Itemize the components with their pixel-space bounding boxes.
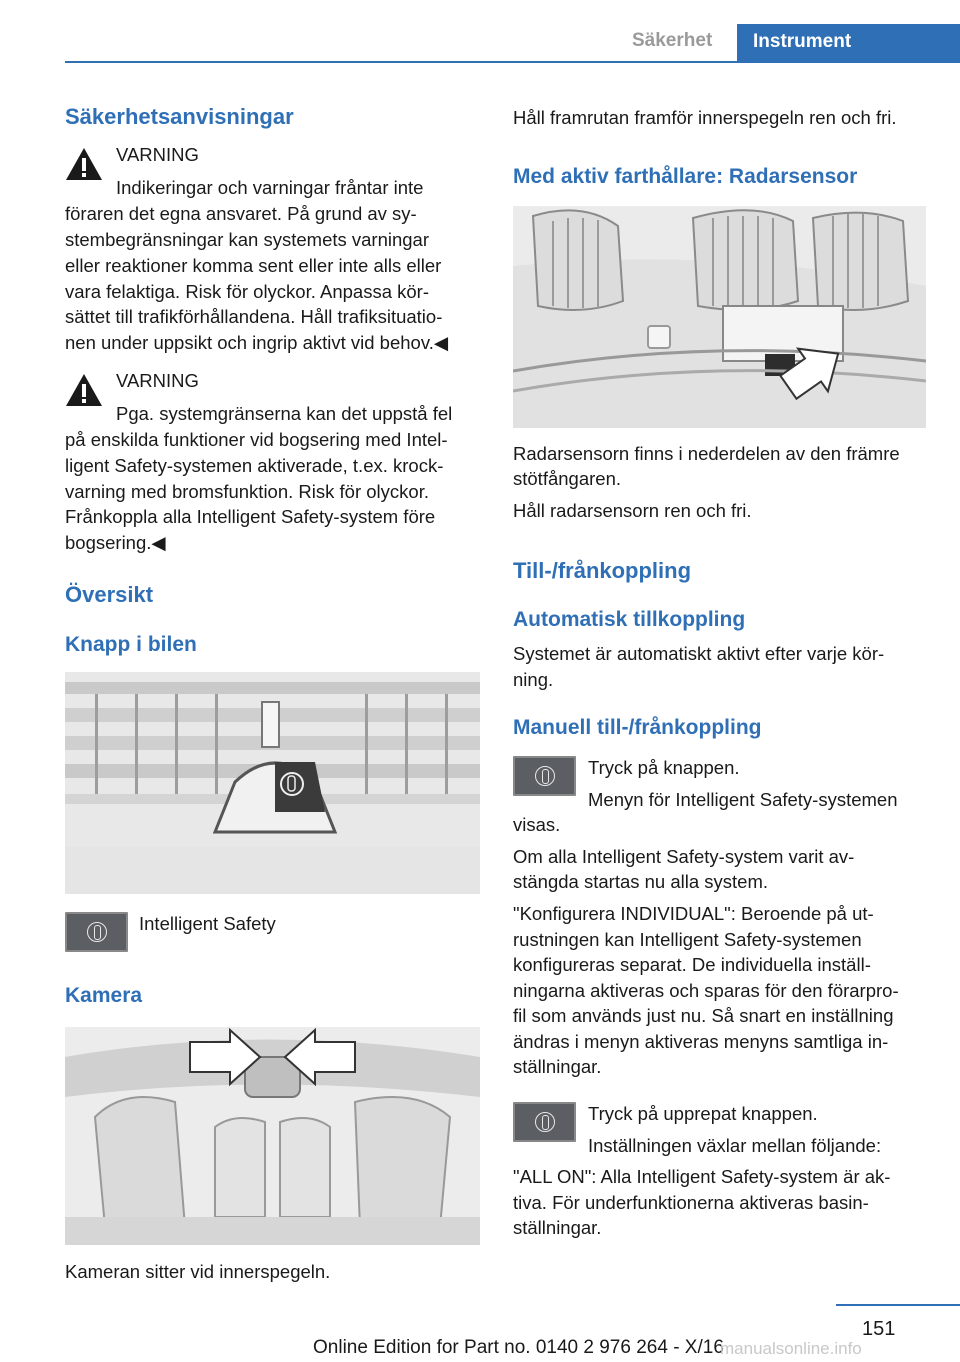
warning2-line: Pga. systemgränserna kan det uppstå fel	[116, 403, 453, 424]
radar-sensor-heading: Med aktiv farthållare: Radarsensor	[513, 165, 858, 188]
config-text-line: fil som används just nu. Så snart en inställning	[513, 1005, 894, 1026]
header-active-tab: Instrument	[737, 24, 960, 62]
radar-text-line: Radarsensorn finns i nederdelen av den främre	[513, 443, 900, 464]
all-on-text-line: ställningar.	[513, 1217, 602, 1238]
on-off-heading: Till-/frånkoppling	[513, 558, 692, 583]
warning1-line: Indikeringar och varningar fråntar inte	[116, 177, 424, 198]
all-on-text-line: tiva. För underfunktionerna aktiveras basin‐	[513, 1192, 869, 1213]
manual-text-line: Om alla Intelligent Safety-system varit av‐	[513, 846, 855, 867]
warning1-line: nen under uppsikt och ingrip aktivt vid behov.◀	[65, 332, 449, 353]
warning1-line: eller reaktioner komma sent eller inte alls eller	[65, 255, 442, 276]
intelligent-safety-caption: Intelligent Safety	[139, 913, 276, 934]
camera-image	[65, 1027, 480, 1245]
manual-text-line: stängda startas nu alla system.	[513, 871, 769, 892]
warning1-label: VARNING	[116, 144, 199, 165]
warning-icon	[64, 146, 104, 182]
car-button-image	[65, 672, 480, 894]
automatic-on-text: ning.	[513, 669, 554, 690]
config-text-line: rustningen kan Intelligent Safety-systemen	[513, 929, 862, 950]
config-text-line: "Konfigurera INDIVIDUAL": Beroende på ut‐	[513, 903, 874, 924]
button-in-car-heading: Knapp i bilen	[65, 633, 197, 656]
manual-step: Menyn för Intelligent Safety-systemen	[588, 789, 898, 810]
watermark: manualsonline.info	[720, 1339, 862, 1358]
safety-instructions-heading: Säkerhetsanvisningar	[65, 104, 294, 129]
warning1-line: sättet till trafikförhållandena. Håll trafiksituatio‐	[65, 306, 443, 327]
overview-heading: Översikt	[65, 582, 154, 607]
warning2-label: VARNING	[116, 370, 199, 391]
camera-caption: Kameran sitter vid innerspegeln.	[65, 1261, 331, 1282]
camera-heading: Kamera	[65, 984, 143, 1007]
warning2-line: på enskilda funktioner vid bogsering med Intel‐	[65, 429, 448, 450]
warning2-line: varning med bromsfunktion. Risk för olyckor.	[65, 481, 429, 502]
edition-note: Online Edition for Part no. 0140 2 976 264 - X/16	[313, 1337, 724, 1358]
warning2-line: Frånkoppla alla Intelligent Safety-system före	[65, 506, 436, 527]
warning1-line: stembegränsningar kan systemets varningar	[65, 229, 430, 250]
intelligent-safety-button-icon	[513, 756, 576, 796]
radar-text-line: stötfångaren.	[513, 468, 621, 489]
warning2-line: ligent Safety-systemen aktiverade, t.ex. krock‐	[65, 455, 444, 476]
intelligent-safety-button-icon	[513, 1102, 576, 1142]
manual-step: Tryck på knappen.	[588, 757, 740, 778]
automatic-on-text: Systemet är automatiskt aktivt efter varje kör‐	[513, 643, 885, 664]
manual-on-off-heading: Manuell till-/frånkoppling	[513, 716, 762, 739]
all-on-text-line: "ALL ON": Alla Intelligent Safety-system är ak‐	[513, 1166, 891, 1187]
warning1-line: vara felaktiga. Risk för olyckor. Anpassa kör‐	[65, 281, 429, 302]
config-text-line: ändras i menyn aktiveras menyns samtliga in‐	[513, 1031, 889, 1052]
automatic-on-heading: Automatisk tillkoppling	[513, 608, 746, 631]
warning-icon	[64, 372, 104, 408]
header-rule	[65, 61, 960, 63]
header-section-tab: Säkerhet	[632, 30, 713, 51]
config-text-line: konfigureras separat. De individuella inställ‐	[513, 954, 871, 975]
page-number: 151	[862, 1318, 896, 1340]
config-text-line: ställningar.	[513, 1056, 602, 1077]
config-text-line: ningarna aktiveras och sparas för den förarpro‐	[513, 980, 899, 1001]
manual-step: visas.	[513, 814, 561, 835]
radar-sensor-image	[513, 206, 926, 428]
repeat-step: Tryck på upprepat knappen.	[588, 1103, 818, 1124]
radar-clean-text: Håll radarsensorn ren och fri.	[513, 500, 752, 521]
repeat-step: Inställningen växlar mellan följande:	[588, 1135, 882, 1156]
footer-rule	[836, 1304, 960, 1306]
warning2-line: bogsering.◀	[65, 532, 166, 553]
intelligent-safety-button-icon	[65, 912, 128, 952]
warning1-line: föraren det egna ansvaret. På grund av sy‐	[65, 203, 417, 224]
windscreen-note: Håll framrutan framför innerspegeln ren och fri.	[513, 107, 897, 128]
